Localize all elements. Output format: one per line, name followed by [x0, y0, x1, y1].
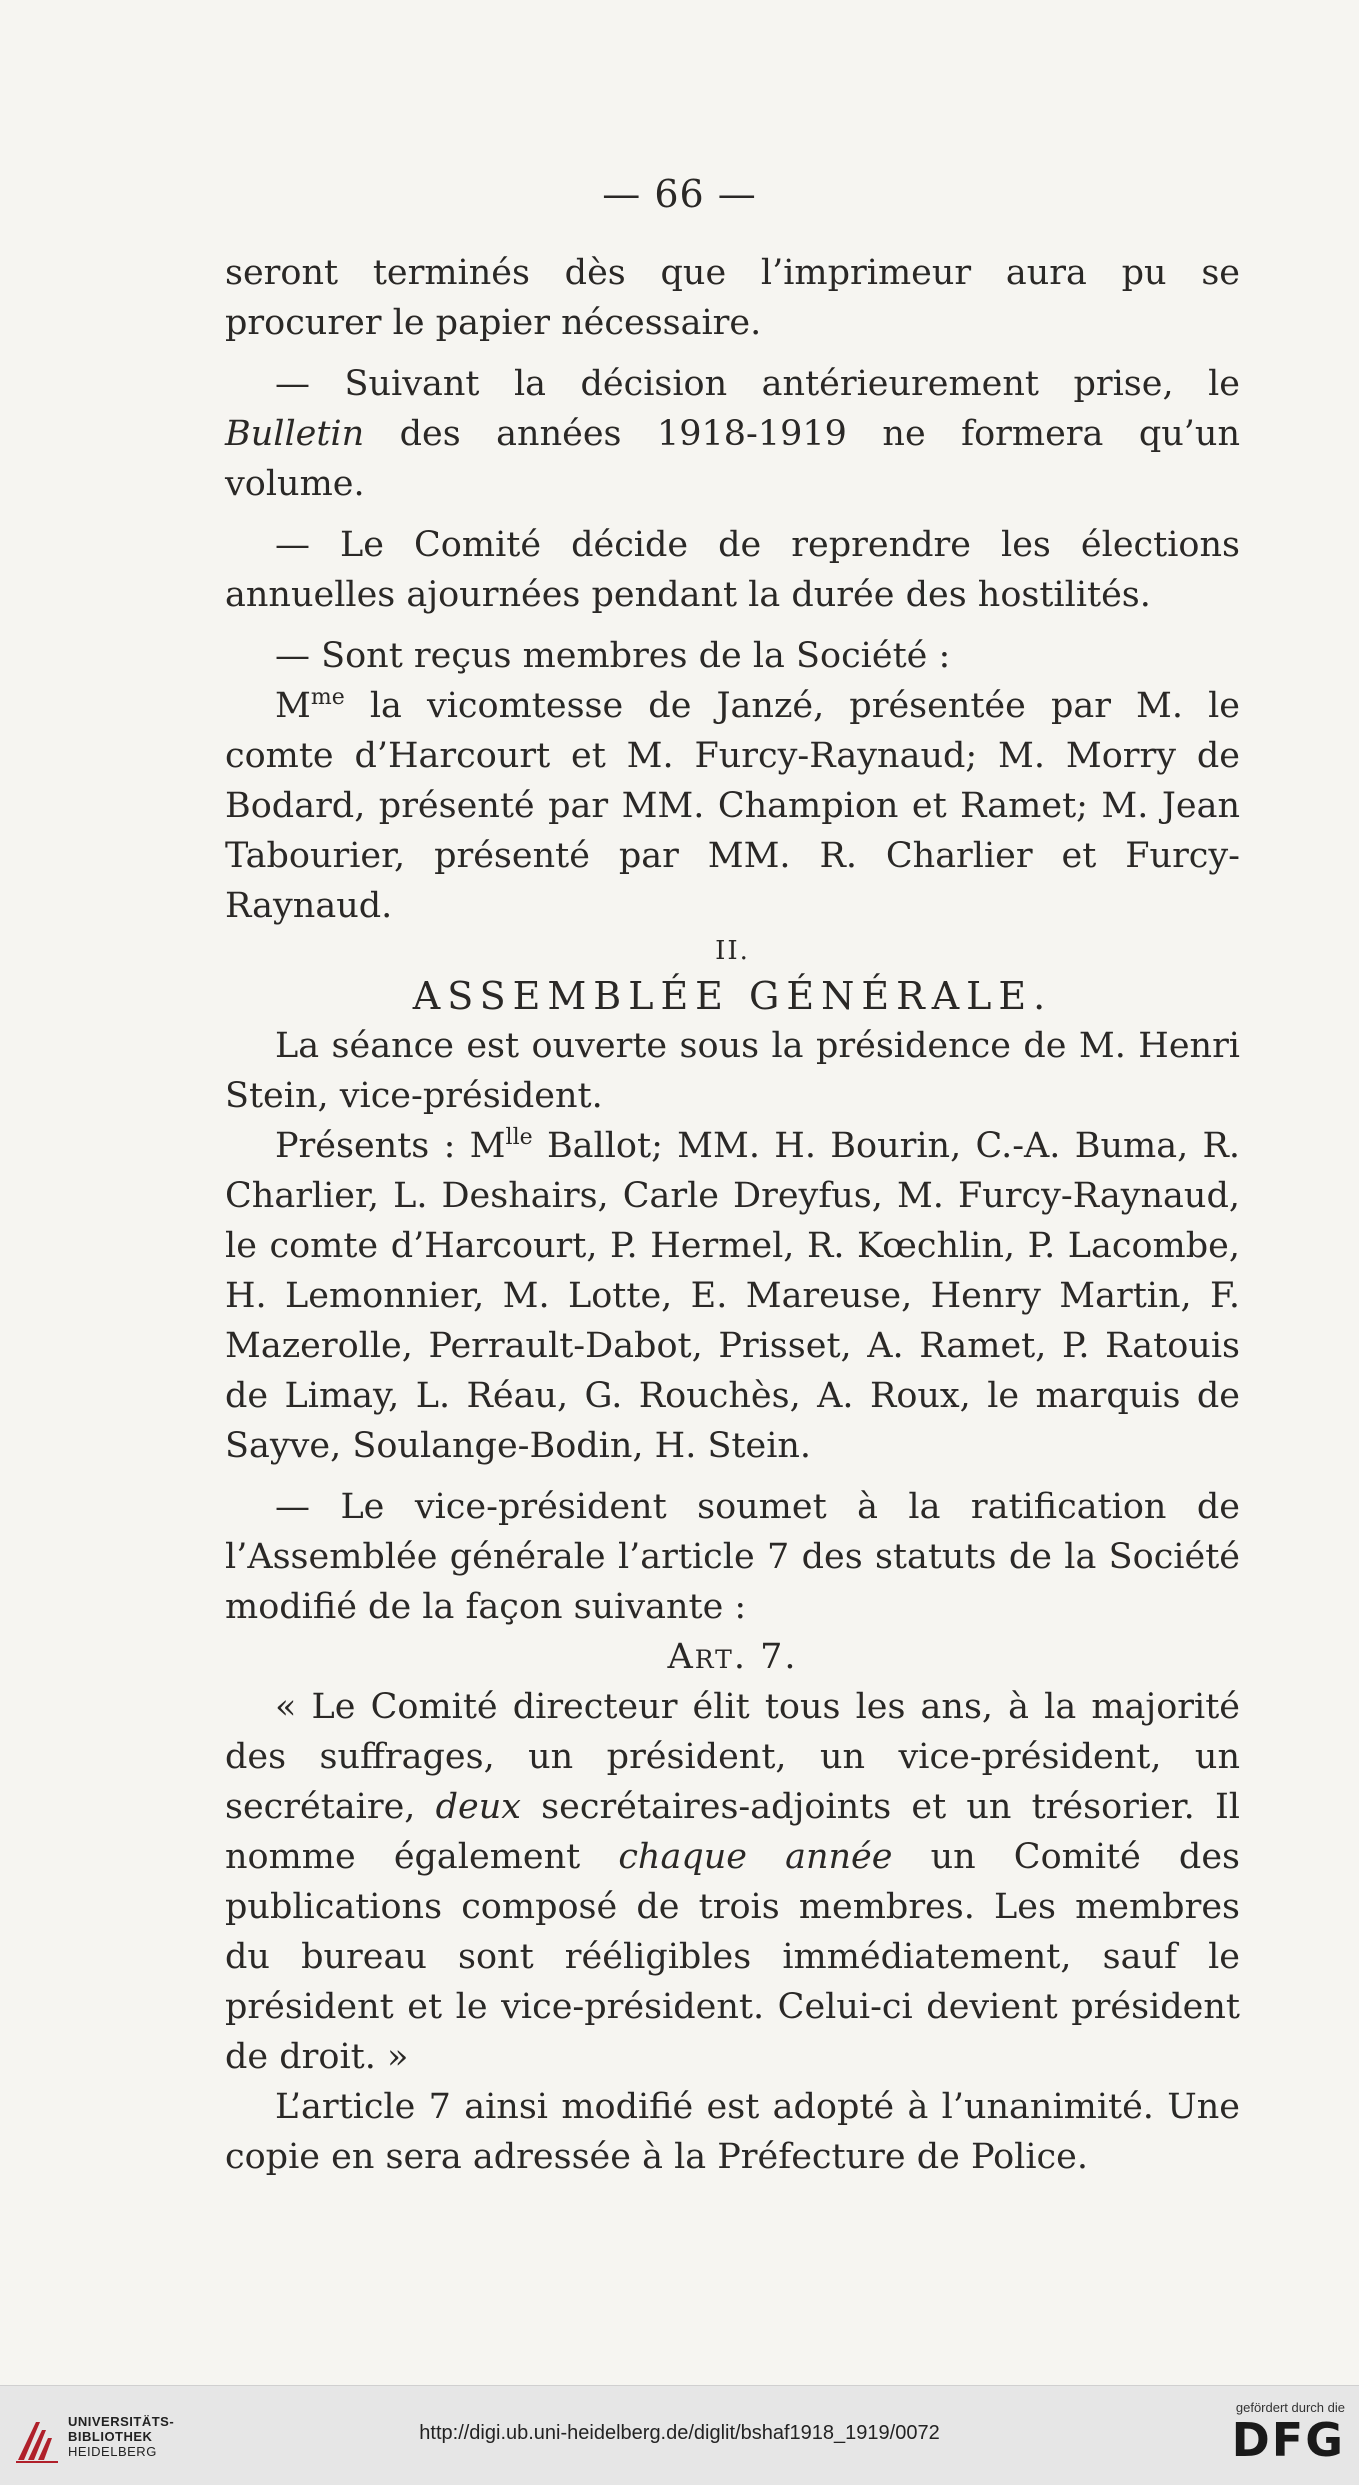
- paragraph-member-list: [225, 681, 1240, 931]
- text-span: « Le Comité directeur élit tous les ans, à la majorité des suffrages, un président, un vice-président, un secrétaire,: [225, 1687, 1240, 1827]
- footer-bar: [0, 2385, 1359, 2485]
- funder-block: [1232, 2400, 1345, 2465]
- text-span: secrétaires-adjoints et un trésorier. Il nomme également: [225, 1787, 1240, 1877]
- document-url[interactable]: http://digi.ub.uni-heidelberg.de/diglit/bshaf1918_1919/0072: [419, 2422, 940, 2444]
- superscript: lle: [505, 1125, 533, 1150]
- library-name-line: UNIVERSITÄTS-: [68, 2414, 175, 2429]
- section-title: ASSEMBLÉE GÉNÉRALE.: [412, 974, 1053, 1018]
- library-name-line: HEIDELBERG: [68, 2444, 157, 2459]
- bulletin-italic: Bulletin: [225, 414, 365, 454]
- paragraph-article-text: [225, 1682, 1240, 2082]
- page-number: — 66 —: [602, 172, 757, 216]
- text-span: la vicomtesse de Janzé, présentée par M. le comte d’Harcourt et M. Furcy-Raynaud; M. Morry de Bodard, présenté par MM. Champion et Ramet; M. Jean Tabourier, présenté par MM. R. Charlier et Furcy-Raynaud.: [225, 686, 1240, 926]
- article-heading: Art. 7.: [667, 1637, 798, 1677]
- paragraph-ratification: — Le vice-président soumet à la ratification de l’Assemblée générale l’article 7 des statuts de la Société modifié de la façon suivante :: [225, 1487, 1240, 1627]
- paragraph-elections: — Le Comité décide de reprendre les élections annuelles ajournées pendant la durée des hostilités.: [225, 525, 1240, 615]
- paragraph-adoption: L’article 7 ainsi modifié est adopté à l’unanimité. Une copie en sera adressée à la Préfecture de Police.: [225, 2087, 1240, 2177]
- dfg-logo: DFG: [1231, 2413, 1345, 2467]
- superscript: me: [310, 685, 345, 710]
- paragraph-attendees: [225, 1121, 1240, 1471]
- italic-chaque-annee: chaque année: [618, 1837, 893, 1877]
- text-span: un Comité des publications composé de trois membres. Les membres du bureau sont rééligibles immédiatement, sauf le président et le vice-président. Celui-ci devient président de droit. »: [225, 1837, 1240, 2077]
- text-span: Ballot; MM. H. Bourin, C.-A. Buma, R. Charlier, L. Deshairs, Carle Dreyfus, M. Furcy-Raynaud, le comte d’Harcourt, P. Hermel, R. Kœchlin, P. Lacombe, H. Lemonnier, M. Lotte, E. Mareuse, Henry Martin, F. Mazerolle, Perrault-Dabot, Prisset, A. Ramet, P. Ratouis de Limay, L. Réau, G. Rouchès, A. Roux, le marquis de Sayve, Soulange-Bodin, H. Stein.: [225, 1126, 1240, 1466]
- italic-deux: deux: [435, 1787, 521, 1827]
- text-span: — Suivant la décision antérieurement prise, le: [275, 364, 1240, 404]
- text-span: Présents : M: [275, 1126, 506, 1166]
- paragraph-opening: La séance est ouverte sous la présidence de M. Henri Stein, vice-président.: [225, 1026, 1240, 1116]
- paragraph-bulletin: [225, 359, 1240, 509]
- section-number: II.: [715, 936, 750, 966]
- text-span: M: [275, 686, 311, 726]
- text-span: des années 1918-1919 ne formera qu’un volume.: [225, 414, 1240, 504]
- body-text: [225, 248, 1240, 2182]
- paragraph-continuation: seront terminés dès que l’imprimeur aura pu se procurer le papier nécessaire.: [225, 253, 1240, 343]
- paragraph-new-members: — Sont reçus membres de la Société :: [275, 636, 951, 676]
- funder-label: gefördert durch die: [1235, 2400, 1345, 2415]
- library-name-line: BIBLIOTHEK: [68, 2429, 153, 2444]
